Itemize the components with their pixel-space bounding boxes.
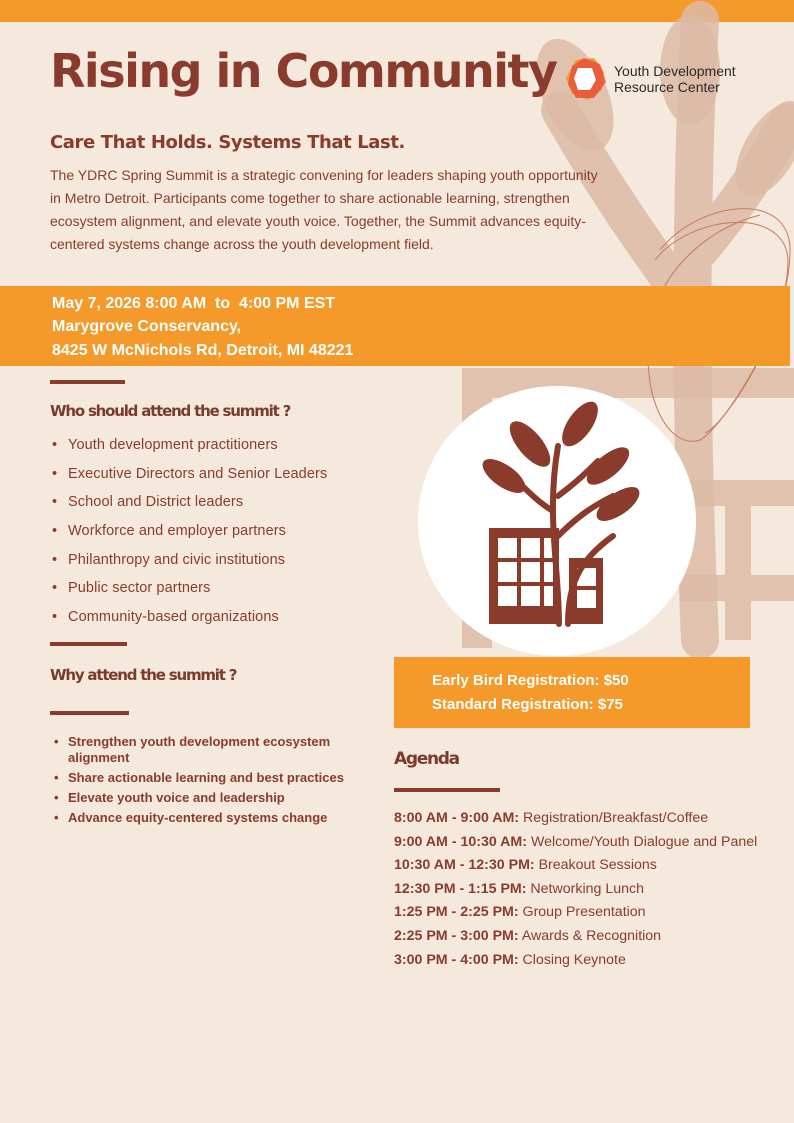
divider xyxy=(50,711,129,715)
agenda-time: 3:00 PM - 4:00 PM: xyxy=(394,951,519,968)
agenda-row xyxy=(394,901,790,925)
logo-line-2: Resource Center xyxy=(614,79,720,95)
agenda-time: 1:25 PM - 2:25 PM: xyxy=(394,904,519,921)
plant-growing-from-blocks-icon xyxy=(418,386,696,656)
intro-paragraph: The YDRC Spring Summit is a strategic convening for leaders shaping youth opportunity in Metro Detroit. Participants come together to share actionable learning, strengthen ecosystem alignment, and elevate youth voice. Together, the Summit advances equity-centered systems change across the youth development field. xyxy=(50,167,598,252)
logo-mark-icon xyxy=(564,56,608,102)
why-list xyxy=(52,734,382,830)
page-title: Rising in Community xyxy=(50,44,557,98)
tagline: Care That Holds. Systems That Last. xyxy=(50,132,405,153)
divider xyxy=(50,380,125,384)
list-item: • Public sector partners xyxy=(52,579,327,608)
list-item: • Executive Directors and Senior Leaders xyxy=(52,465,327,494)
list-item: • Advance equity-centered systems change xyxy=(52,810,382,826)
agenda-activity: Closing Keynote xyxy=(522,951,626,968)
registration-box xyxy=(394,657,750,728)
agenda-row xyxy=(394,831,790,855)
agenda-row xyxy=(394,878,790,902)
agenda-time: 10:30 AM - 12:30 PM: xyxy=(394,857,535,874)
list-item: • Community-based organizations xyxy=(52,608,327,637)
agenda-activity: Networking Lunch xyxy=(530,880,644,897)
list-item: • Share actionable learning and best practices xyxy=(52,770,382,786)
agenda-activity: Breakout Sessions xyxy=(538,857,657,874)
emblem-circle xyxy=(418,386,696,656)
who-heading: Who should attend the summit ? xyxy=(50,402,291,420)
agenda-time: 9:00 AM - 10:30 AM: xyxy=(394,833,527,850)
divider xyxy=(50,642,127,646)
agenda-activity: Group Presentation xyxy=(522,904,646,921)
list-item: • School and District leaders xyxy=(52,493,327,522)
list-item: • Elevate youth voice and leadership xyxy=(52,790,382,806)
who-list xyxy=(52,436,327,637)
event-details-band xyxy=(0,286,790,366)
ydrc-logo xyxy=(564,56,764,102)
list-item: • Workforce and employer partners xyxy=(52,522,327,551)
event-address: 8425 W McNichols Rd, Detroit, MI 48221 xyxy=(52,342,354,359)
agenda-row xyxy=(394,807,790,831)
agenda-time: 12:30 PM - 1:15 PM: xyxy=(394,880,527,897)
event-datetime: May 7, 2026 8:00 AM to 4:00 PM EST xyxy=(52,295,336,312)
early-bird-price: Early Bird Registration: $50 xyxy=(432,672,629,689)
agenda-activity: Welcome/Youth Dialogue and Panel xyxy=(530,833,758,850)
divider xyxy=(394,788,500,792)
agenda-row xyxy=(394,949,790,973)
agenda-heading: Agenda xyxy=(394,749,459,769)
list-item: • Philanthropy and civic institutions xyxy=(52,551,327,580)
agenda-list xyxy=(394,807,790,972)
agenda-time: 2:25 PM - 3:00 PM: xyxy=(394,927,519,944)
agenda-row xyxy=(394,925,790,949)
agenda-activity: Registration/Breakfast/Coffee xyxy=(523,810,709,826)
event-venue: Marygrove Conservancy, xyxy=(52,318,242,335)
why-heading: Why attend the summit ? xyxy=(50,666,237,684)
standard-price: Standard Registration: $75 xyxy=(432,696,623,713)
agenda-time: 8:00 AM - 9:00 AM: xyxy=(394,810,520,826)
agenda-row xyxy=(394,854,790,878)
agenda-activity: Awards & Recognition xyxy=(521,927,662,944)
logo-line-1: Youth Development xyxy=(614,63,736,79)
list-item: • Strengthen youth development ecosystem alignment xyxy=(52,734,382,766)
list-item: • Youth development practitioners xyxy=(52,436,327,465)
